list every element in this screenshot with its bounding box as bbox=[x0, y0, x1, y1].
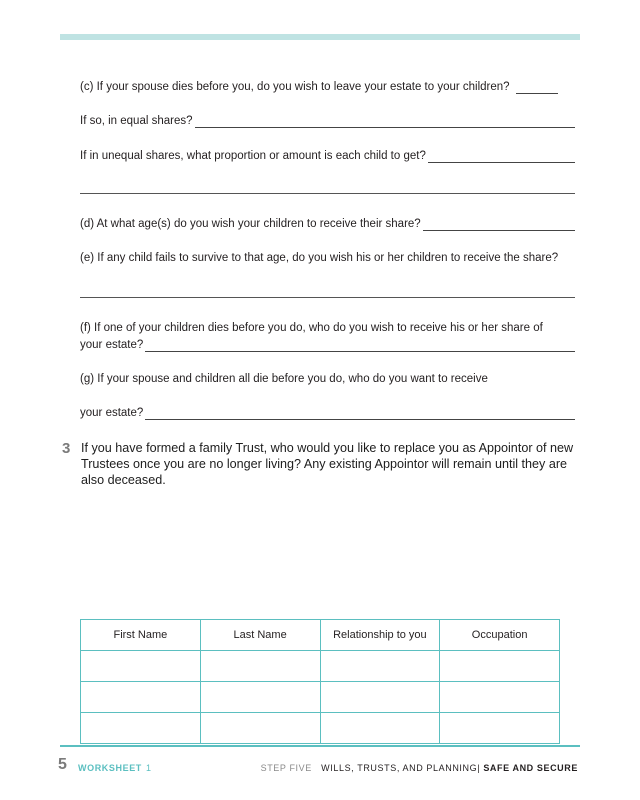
table-cell[interactable] bbox=[81, 682, 201, 713]
answer-line-c-equal[interactable] bbox=[195, 116, 575, 128]
question-c-equal-text: If so, in equal shares? bbox=[80, 115, 193, 127]
answer-line-f[interactable] bbox=[145, 340, 575, 352]
table-header-row bbox=[81, 620, 560, 651]
table-cell[interactable] bbox=[200, 713, 320, 744]
question-d-text: (d) At what age(s) do you wish your children to receive their share? bbox=[80, 218, 421, 230]
footer-separator: | bbox=[477, 763, 481, 773]
top-accent-band bbox=[60, 34, 580, 40]
bottom-accent-band bbox=[60, 745, 580, 747]
footer-brand: SAFE AND SECURE bbox=[483, 763, 578, 773]
header-last-name: Last Name bbox=[200, 620, 320, 651]
question-f-text-2: your estate? bbox=[80, 339, 144, 351]
question-c bbox=[80, 80, 575, 94]
footer-page-number: 5 bbox=[58, 756, 67, 773]
table-row bbox=[81, 713, 560, 744]
table-cell[interactable] bbox=[81, 651, 201, 682]
answer-line-d[interactable] bbox=[423, 219, 575, 231]
question-f-text: (f) If one of your children dies before you do, who do you wish to receive his or her share of bbox=[80, 322, 543, 334]
question-g-text-2: your estate? bbox=[80, 407, 144, 419]
header-relationship: Relationship to you bbox=[320, 620, 440, 651]
table-cell[interactable] bbox=[320, 682, 440, 713]
answer-line-c[interactable] bbox=[516, 82, 558, 94]
header-first-name: First Name bbox=[81, 620, 201, 651]
section-3-question: If you have formed a family Trust, who would you like to replace you as Appointor of new Trustees once you are no longer living? Any existing Appointor will remain until they are also deceased. bbox=[81, 441, 574, 487]
table-cell[interactable] bbox=[320, 713, 440, 744]
question-e-text: (e) If any child fails to survive to that age, do you wish his or her children to receive the share? bbox=[80, 252, 559, 264]
appointor-table bbox=[80, 619, 560, 744]
answer-line-e[interactable] bbox=[80, 297, 575, 298]
footer-step: STEP FIVE bbox=[260, 763, 312, 773]
header-occupation: Occupation bbox=[440, 620, 560, 651]
table-row bbox=[81, 682, 560, 713]
section-number: 3 bbox=[62, 440, 71, 457]
question-e bbox=[80, 251, 575, 265]
table-cell[interactable] bbox=[320, 651, 440, 682]
answer-line-c-unequal-extra[interactable] bbox=[80, 193, 575, 194]
footer-section-title bbox=[261, 763, 578, 773]
answer-line-g[interactable] bbox=[145, 408, 575, 420]
question-d bbox=[80, 217, 575, 231]
table-cell[interactable] bbox=[440, 651, 560, 682]
table-cell[interactable] bbox=[200, 682, 320, 713]
table-cell[interactable] bbox=[440, 713, 560, 744]
question-c-unequal-text: If in unequal shares, what proportion or amount is each child to get? bbox=[80, 150, 426, 162]
question-f-line2 bbox=[80, 338, 575, 352]
table-row bbox=[81, 651, 560, 682]
footer-worksheet-number: 1 bbox=[146, 763, 152, 773]
question-g-text: (g) If your spouse and children all die before you do, who do you want to receive bbox=[80, 373, 488, 385]
question-g-line2 bbox=[80, 406, 575, 420]
question-c-text: (c) If your spouse dies before you, do you wish to leave your estate to your children? bbox=[80, 81, 510, 93]
question-c-unequal bbox=[80, 149, 575, 163]
question-f-line1 bbox=[80, 321, 575, 335]
table-cell[interactable] bbox=[81, 713, 201, 744]
question-g-line1 bbox=[80, 372, 575, 386]
answer-line-c-unequal[interactable] bbox=[428, 151, 575, 163]
footer-section: WILLS, TRUSTS, AND PLANNING bbox=[321, 763, 478, 773]
table-cell[interactable] bbox=[440, 682, 560, 713]
footer-worksheet-label: WORKSHEET bbox=[78, 763, 142, 773]
question-c-equal bbox=[80, 114, 575, 128]
table-cell[interactable] bbox=[200, 651, 320, 682]
